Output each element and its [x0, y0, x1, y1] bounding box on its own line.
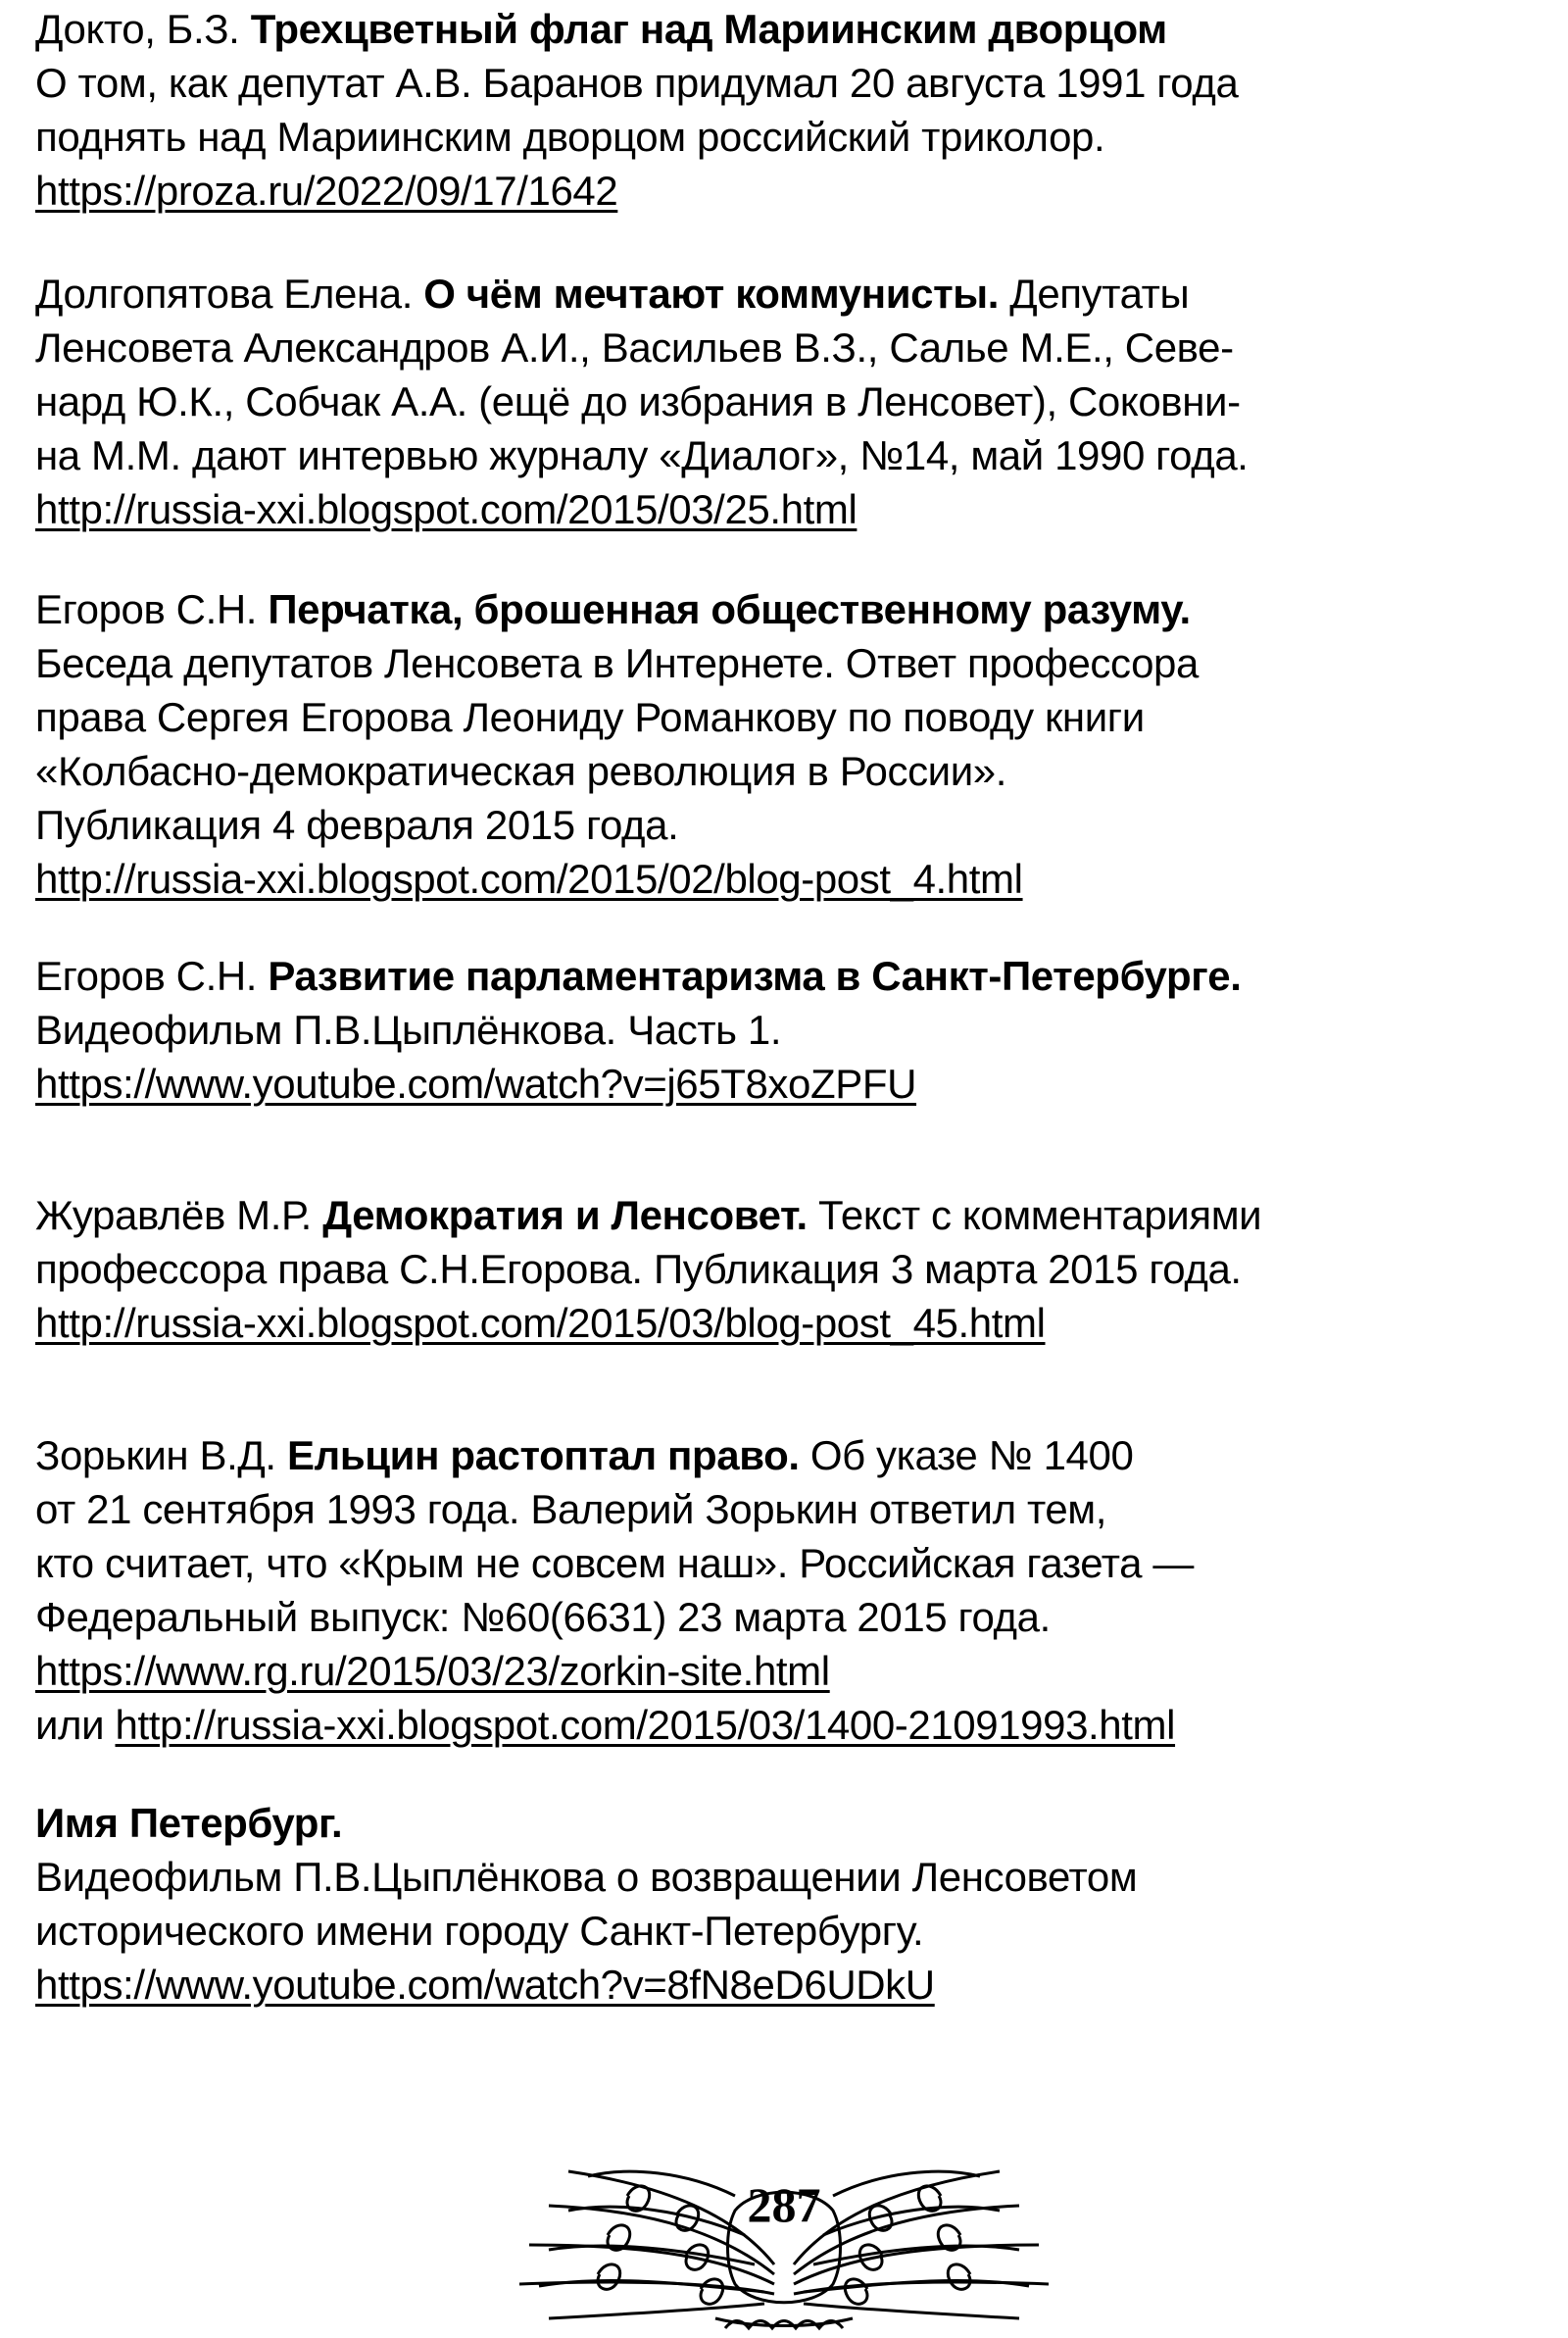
- bibliography-entry: [35, 1188, 1544, 1350]
- entry-title: О чём мечтают коммунисты.: [423, 271, 1000, 317]
- entry-text: Текст с комментариями: [807, 1192, 1262, 1238]
- entry-title: Перчатка, брошенная общественному разуму.: [268, 586, 1191, 632]
- entry-link[interactable]: http://russia-xxi.blogspot.com/2015/02/blog-post_4.html: [35, 856, 1023, 902]
- entry-line: [35, 1644, 1544, 1698]
- entry-link[interactable]: http://russia-xxi.blogspot.com/2015/03/blog-post_45.html: [35, 1300, 1046, 1346]
- entry-title: Развитие парламентаризма в Санкт-Петербурге.: [268, 953, 1242, 999]
- entry-link[interactable]: https://www.rg.ru/2015/03/23/zorkin-site.html: [35, 1648, 830, 1694]
- entry-line: [35, 1958, 1544, 2012]
- entry-line: [35, 582, 1544, 636]
- entry-line: [35, 1242, 1544, 1296]
- entry-line: [35, 1850, 1544, 1904]
- entry-text: на М.М. дают интервью журналу «Диалог», №14, май 1990 года.: [35, 432, 1249, 478]
- entry-line: [35, 1296, 1544, 1350]
- entry-text: исторического имени городу Санкт-Петербургу.: [35, 1908, 924, 1954]
- entry-text: профессора права С.Н.Егорова. Публикация 3 марта 2015 года.: [35, 1246, 1242, 1292]
- entry-line: [35, 1482, 1544, 1536]
- entry-link[interactable]: https://proza.ru/2022/09/17/1642: [35, 168, 618, 214]
- bibliography-entry: [35, 1796, 1544, 2012]
- entry-text: права Сергея Егорова Леониду Романкову по поводу книги: [35, 694, 1145, 740]
- entry-text: Видеофильм П.В.Цыплёнкова о возвращении Ленсоветом: [35, 1854, 1138, 1900]
- entry-text: «Колбасно-демократическая революция в России».: [35, 748, 1007, 794]
- entry-author: Егоров С.Н.: [35, 586, 269, 632]
- entry-link[interactable]: https://www.youtube.com/watch?v=8fN8eD6UDkU: [35, 1962, 935, 2008]
- entry-text: Депутаты: [999, 271, 1190, 317]
- entry-line: [35, 482, 1544, 536]
- entry-line: [35, 267, 1544, 321]
- entry-line: [35, 1003, 1544, 1057]
- entry-author: Зорькин В.Д.: [35, 1432, 287, 1478]
- entry-author: Докто, Б.З.: [35, 6, 251, 52]
- entry-text: О том, как депутат А.В. Баранов придумал 20 августа 1991 года: [35, 60, 1239, 106]
- entry-line: [35, 852, 1544, 906]
- bibliography-entry: [35, 2, 1544, 218]
- bibliography-entry: [35, 582, 1544, 906]
- entry-line: [35, 1536, 1544, 1590]
- entry-line: [35, 1188, 1544, 1242]
- entry-line: [35, 1590, 1544, 1644]
- entry-title: Ельцин растоптал право.: [286, 1432, 800, 1478]
- entry-author: Журавлёв М.Р.: [35, 1192, 323, 1238]
- entry-line: [35, 744, 1544, 798]
- entry-text: Об указе № 1400: [799, 1432, 1134, 1478]
- entry-text: кто считает, что «Крым не совсем наш». Российская газета —: [35, 1540, 1194, 1586]
- bibliography-entry: [35, 1428, 1544, 1752]
- entry-line: [35, 1428, 1544, 1482]
- entry-link[interactable]: https://www.youtube.com/watch?v=j65T8xoZPFU: [35, 1061, 917, 1107]
- entry-line: [35, 798, 1544, 852]
- entry-line: [35, 56, 1544, 110]
- entry-author: Егоров С.Н.: [35, 953, 269, 999]
- page-number: 287: [747, 2177, 821, 2232]
- entry-line: [35, 428, 1544, 482]
- entry-link[interactable]: http://russia-xxi.blogspot.com/2015/03/25.html: [35, 486, 858, 532]
- entry-line: [35, 1796, 1544, 1850]
- bibliography-entry: [35, 949, 1544, 1111]
- entry-text: Видеофильм П.В.Цыплёнкова. Часть 1.: [35, 1007, 782, 1053]
- entry-text: Федеральный выпуск: №60(6631) 23 марта 2015 года.: [35, 1594, 1051, 1640]
- entry-text: нард Ю.К., Собчак А.А. (ещё до избрания в Ленсовет), Соковни-: [35, 378, 1241, 424]
- entry-line: [35, 636, 1544, 690]
- bibliography-entry: [35, 267, 1544, 536]
- entry-text: от 21 сентября 1993 года. Валерий Зорькин ответил тем,: [35, 1486, 1107, 1532]
- entry-url-prefix: или: [35, 1702, 116, 1748]
- entry-line: [35, 1698, 1544, 1752]
- entry-text: Беседа депутатов Ленсовета в Интернете. Ответ профессора: [35, 640, 1199, 686]
- entry-title: Имя Петербург.: [35, 1800, 343, 1846]
- entry-text: поднять над Мариинским дворцом российский триколор.: [35, 114, 1105, 160]
- entry-author: Долгопятова Елена.: [35, 271, 424, 317]
- entry-line: [35, 1904, 1544, 1958]
- entry-title: Демократия и Ленсовет.: [322, 1192, 808, 1238]
- entry-text: Ленсовета Александров А.И., Васильев В.З., Салье М.Е., Севе-: [35, 324, 1234, 371]
- entry-line: [35, 2, 1544, 56]
- entry-line: [35, 690, 1544, 744]
- entry-line: [35, 321, 1544, 374]
- entry-title: Трехцветный флаг над Мариинским дворцом: [250, 6, 1167, 52]
- entry-line: [35, 374, 1544, 428]
- entry-line: [35, 1057, 1544, 1111]
- entry-link[interactable]: http://russia-xxi.blogspot.com/2015/03/1400-21091993.html: [115, 1702, 1176, 1748]
- entry-line: [35, 949, 1544, 1003]
- entry-text: Публикация 4 февраля 2015 года.: [35, 802, 679, 848]
- entry-line: [35, 110, 1544, 164]
- entry-line: [35, 164, 1544, 218]
